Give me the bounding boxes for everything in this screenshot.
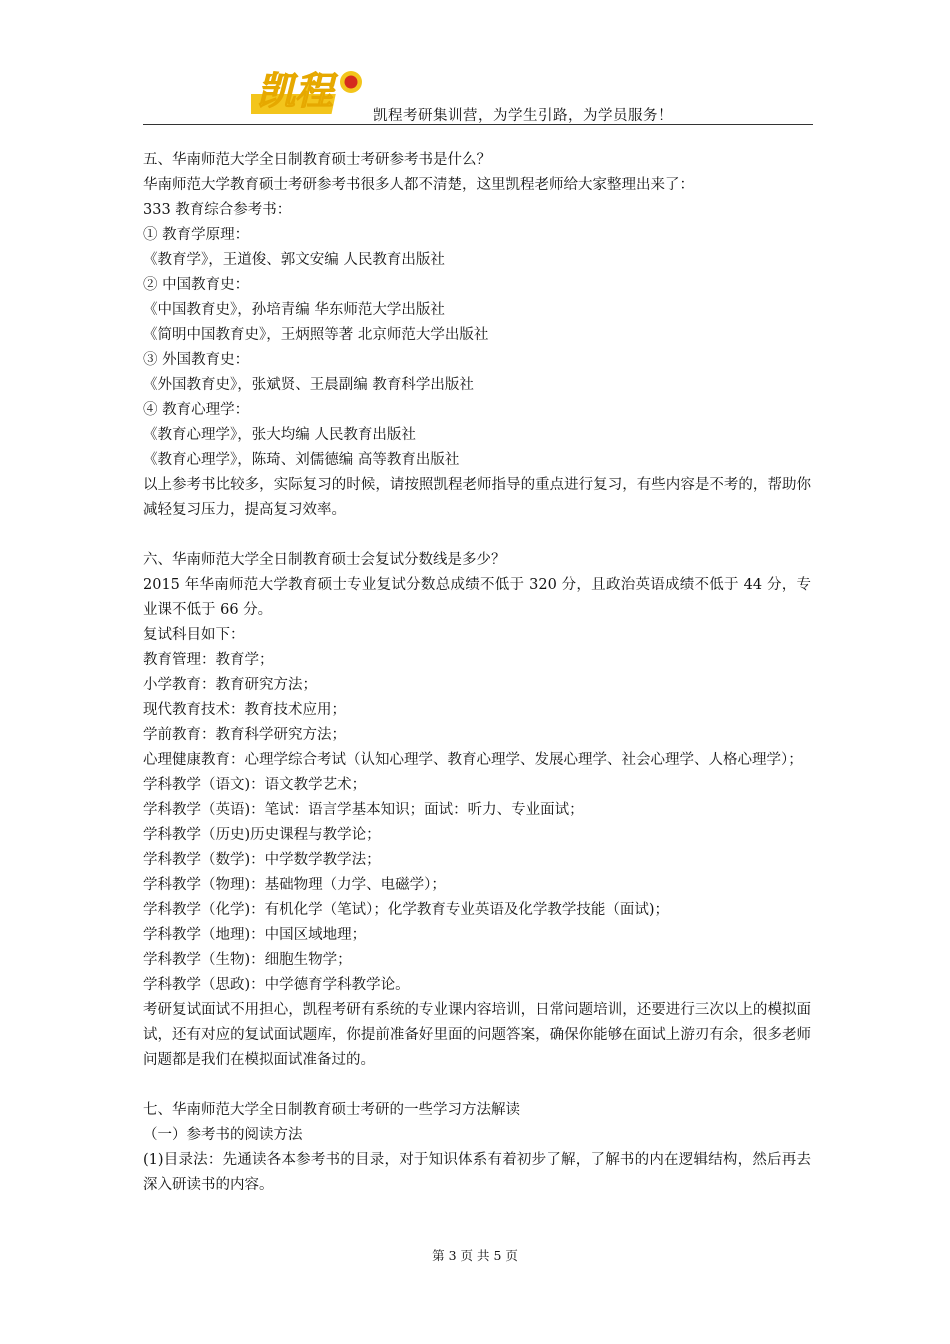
list-item: 学前教育：教育科学研究方法； — [143, 727, 346, 743]
paragraph: 复试科目如下： — [143, 627, 245, 643]
svg-text:凯程: 凯程 — [257, 69, 334, 113]
list-item: 学科教学（语文)：语文教学艺术； — [143, 777, 367, 793]
section-heading: 六、华南师范大学全日制教育硕士会复试分数线是多少？ — [143, 552, 506, 568]
list-item: ④ 教育心理学： — [143, 402, 250, 418]
paragraph: 2015 年华南师范大学教育硕士专业复试分数总成绩不低于 320 分，且政治英语成绩不低于 44 分，专业课不低于 66 分。 — [143, 577, 811, 618]
paragraph: 以上参考书比较多，实际复习的时候，请按照凯程老师指导的重点进行复习，有些内容是不考的，帮助你减轻复习压力，提高复习效率。 — [143, 477, 811, 518]
list-item: 《外国教育史》，张斌贤、王晨副编 教育科学出版社 — [143, 377, 474, 393]
list-item: 学科教学（化学)：有机化学（笔试）；化学教育专业英语及化学教学技能（面试)； — [143, 902, 670, 918]
list-item: 学科教学（地理)：中国区域地理； — [143, 927, 367, 943]
list-item: ① 教育学原理： — [143, 227, 250, 243]
list-item: 《教育心理学》，张大均编 人民教育出版社 — [143, 427, 416, 443]
paragraph: 333 教育综合参考书： — [143, 202, 292, 218]
list-item: 《简明中国教育史》，王炳照等著 北京师范大学出版社 — [143, 327, 489, 343]
list-item: 现代教育技术：教育技术应用； — [143, 702, 346, 718]
list-item: 学科教学（数学)：中学数学教学法； — [143, 852, 381, 868]
list-item: 《教育学》，王道俊、郭文安编 人民教育出版社 — [143, 252, 445, 268]
list-item: 《中国教育史》，孙培青编 华东师范大学出版社 — [143, 302, 445, 318]
list-item: 学科教学（历史)历史课程与教学论； — [143, 827, 381, 843]
paragraph: 考研复试面试不用担心，凯程考研有系统的专业课内容培训，日常问题培训，还要进行三次以上的模拟面试，还有对应的复试面试题库，你提前准备好里面的问题答案，确保你能够在面试上游刃有余，很多老师问题都是我们在模拟面试准备过的。 — [143, 1002, 811, 1068]
list-item: 学科教学（物理)：基础物理（力学、电磁学）； — [143, 877, 446, 893]
list-item: ③ 外国教育史： — [143, 352, 250, 368]
list-item: 学科教学（英语)：笔试：语言学基本知识；面试：听力、专业面试； — [143, 802, 584, 818]
list-item: 小学教育：教育研究方法； — [143, 677, 317, 693]
paragraph: (1)目录法：先通读各本参考书的目录，对于知识体系有着初步了解，了解书的内在逻辑结构，然后再去深入研读书的内容。 — [143, 1152, 811, 1193]
list-item: 教育管理：教育学； — [143, 652, 274, 668]
section-heading: 七、华南师范大学全日制教育硕士考研的一些学习方法解读 — [143, 1102, 520, 1118]
page-number: 第 3 页 共 5 页 — [432, 1248, 518, 1263]
list-item: 心理健康教育：心理学综合考试（认知心理学、教育心理学、发展心理学、社会心理学、人格心理学）； — [143, 752, 803, 768]
header-divider — [143, 124, 813, 125]
list-item: 《教育心理学》，陈琦、刘儒德编 高等教育出版社 — [143, 452, 460, 468]
header-slogan: 凯程考研集训营，为学生引路，为学员服务！ — [373, 108, 673, 124]
list-item: 学科教学（生物)：细胞生物学； — [143, 952, 352, 968]
list-item: ② 中国教育史： — [143, 277, 250, 293]
document-body — [143, 148, 811, 1198]
paragraph: 华南师范大学教育硕士考研参考书很多人都不清楚，这里凯程老师给大家整理出来了： — [143, 177, 694, 193]
section-heading: 五、华南师范大学全日制教育硕士考研参考书是什么？ — [143, 152, 491, 168]
kaicheng-logo — [251, 60, 367, 118]
list-item: 学科教学（思政)：中学德育学科教学论。 — [143, 977, 410, 993]
page-header — [143, 60, 813, 125]
subsection-heading: （一）参考书的阅读方法 — [143, 1127, 303, 1143]
